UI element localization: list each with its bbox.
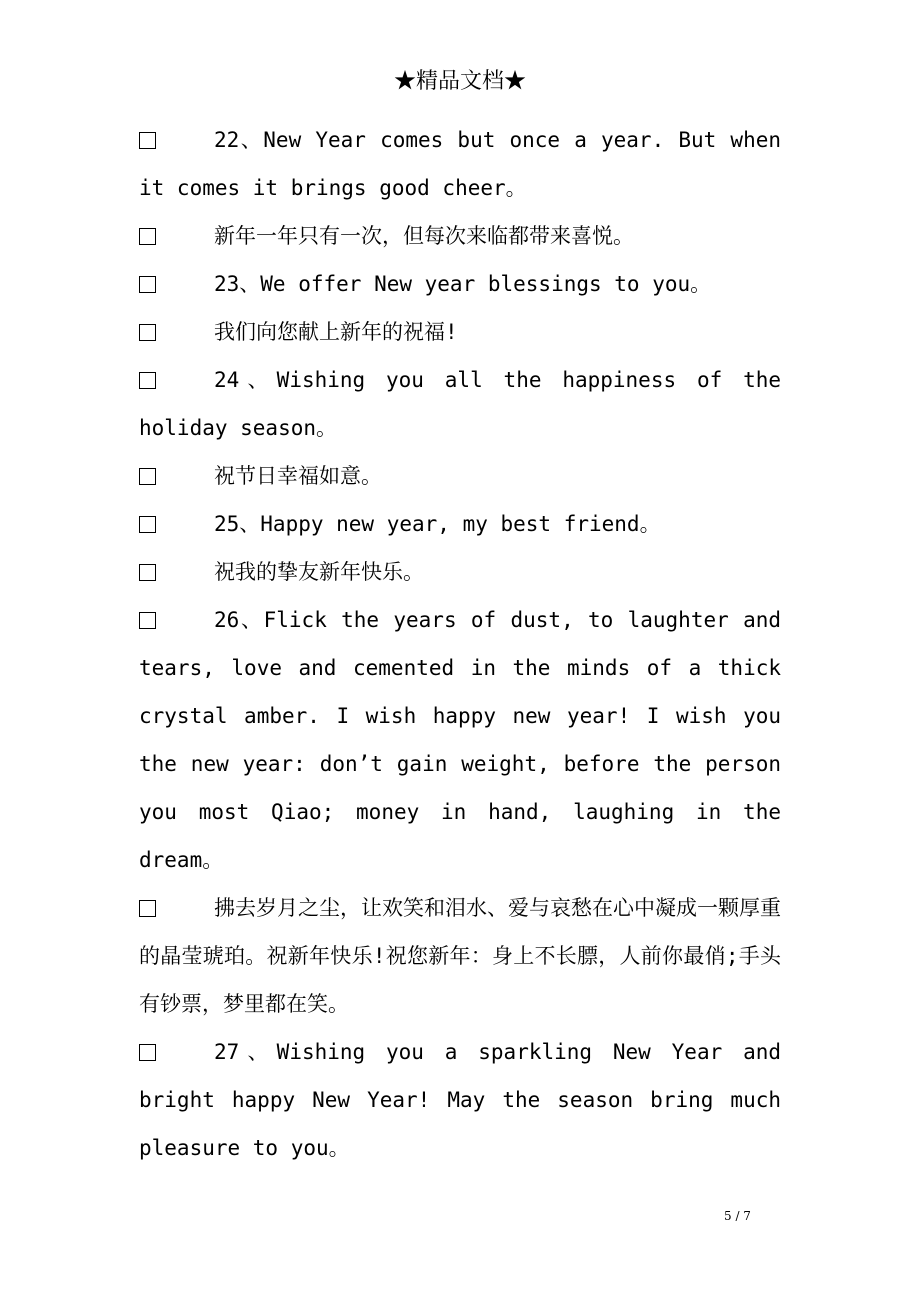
paragraph-text: 26、Flick the years of dust, to laughter and tears, love and cemented in the minds of a thick crystal amber. I wish happy new year! I wish you the new year: don’t gain weight, before the person you most Qiao; money in hand, laughing in the dream。 xyxy=(139,608,781,872)
paragraph-23-zh xyxy=(139,308,781,356)
checkbox-icon xyxy=(139,516,156,533)
paragraph-26-zh xyxy=(139,884,781,1028)
paragraph-text: 祝我的挚友新年快乐。 xyxy=(214,560,424,584)
checkbox-icon xyxy=(139,564,156,581)
paragraph-text: 拂去岁月之尘，让欢笑和泪水、爱与哀愁在心中凝成一颗厚重的晶莹琥珀。祝新年快乐!祝您新年：身上不长膘，人前你最俏;手头有钞票，梦里都在笑。 xyxy=(139,896,781,1016)
paragraph-27-en xyxy=(139,1028,781,1172)
checkbox-icon xyxy=(139,372,156,389)
checkbox-icon xyxy=(139,324,156,341)
paragraph-text: 22、New Year comes but once a year. But when it comes it brings good cheer。 xyxy=(139,128,781,200)
paragraph-text: 新年一年只有一次，但每次来临都带来喜悦。 xyxy=(214,224,634,248)
paragraph-text: 23、We offer New year blessings to you。 xyxy=(214,272,712,296)
paragraph-text: 27、Wishing you a sparkling New Year and bright happy New Year! May the season bring much pleasure to you。 xyxy=(139,1040,781,1160)
checkbox-icon xyxy=(139,900,156,917)
paragraph-25-zh xyxy=(139,548,781,596)
paragraph-text: 24、Wishing you all the happiness of the holiday season。 xyxy=(139,368,781,440)
checkbox-icon xyxy=(139,468,156,485)
paragraph-25-en xyxy=(139,500,781,548)
document-header-title: ★精品文档★ xyxy=(393,69,526,94)
paragraph-22-en xyxy=(139,116,781,212)
checkbox-icon xyxy=(139,132,156,149)
paragraph-24-en xyxy=(139,356,781,452)
paragraph-text: 我们向您献上新年的祝福! xyxy=(214,320,458,344)
checkbox-icon xyxy=(139,276,156,293)
checkbox-icon xyxy=(139,228,156,245)
checkbox-icon xyxy=(139,1044,156,1061)
paragraph-24-zh xyxy=(139,452,781,500)
document-body xyxy=(139,116,781,1172)
checkbox-icon xyxy=(139,612,156,629)
paragraph-text: 祝节日幸福如意。 xyxy=(214,464,382,488)
paragraph-26-en xyxy=(139,596,781,884)
paragraph-23-en xyxy=(139,260,781,308)
paragraph-22-zh xyxy=(139,212,781,260)
page-number: 5 / 7 xyxy=(724,1209,751,1223)
paragraph-text: 25、Happy new year, my best friend。 xyxy=(214,512,661,536)
